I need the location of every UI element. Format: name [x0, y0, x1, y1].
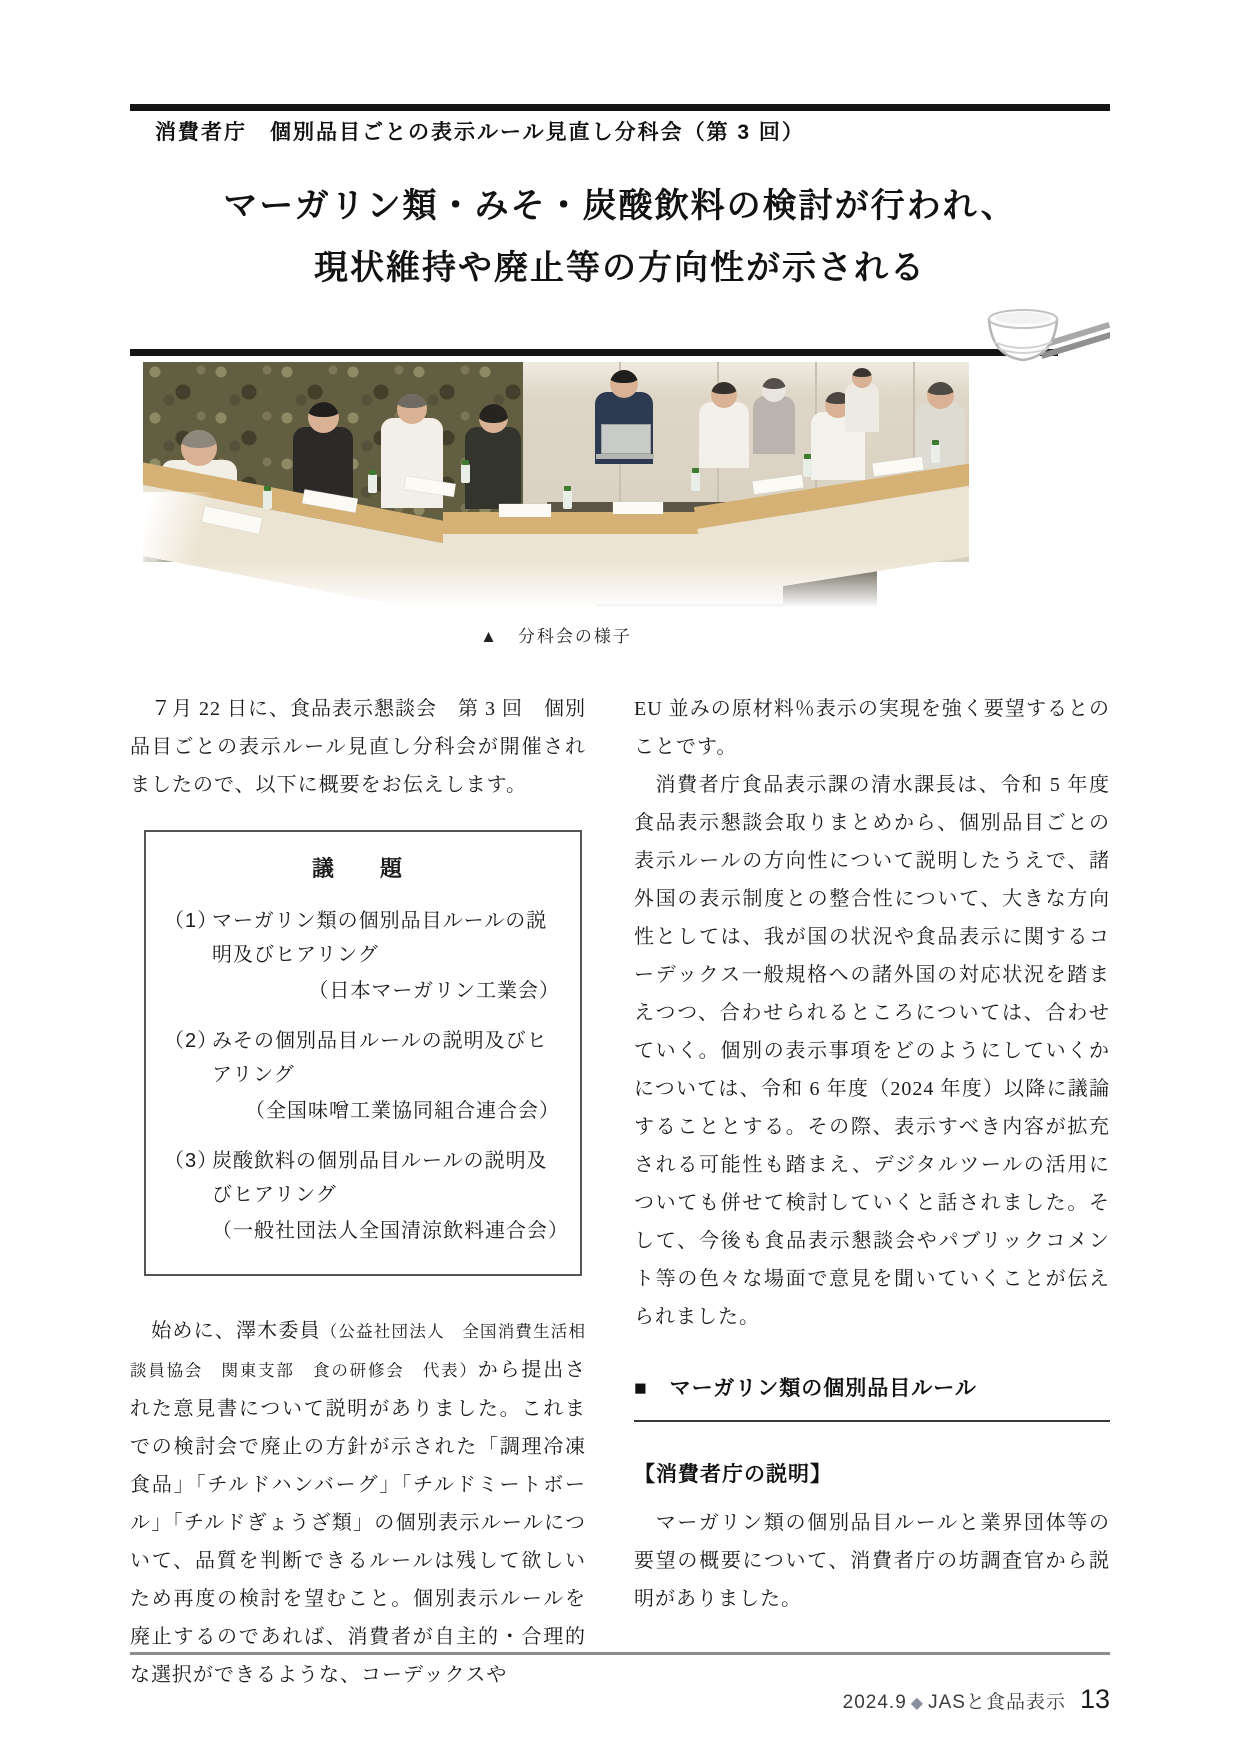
- agenda-box: [144, 830, 582, 1276]
- footer-rule: [130, 1652, 1110, 1655]
- paragraph-caa-explanation: マーガリン類の個別品目ルールと業界団体等の要望の概要について、消費者庁の坊調査官から説明がありました。: [634, 1512, 1110, 1610]
- meeting-photo: [143, 362, 969, 612]
- article-title-line1: マーガリン類・みそ・炭酸飲料の検討が行われ、: [223, 187, 1017, 225]
- photo-bottom-fade: [143, 560, 969, 612]
- agenda-item-number: （2）: [164, 1030, 219, 1052]
- agenda-item-2: [160, 1024, 566, 1128]
- agenda-item-org: （全国味噌工業協同組合連合会）: [245, 1100, 560, 1122]
- page-number: 13: [1079, 1684, 1110, 1714]
- paper: [499, 504, 551, 517]
- paragraph-shimizu: 消費者庁食品表示課の清水課長は、令和 5 年度食品表示懇談会取りまとめから、個別品目ごとの表示ルールの方向性について説明したうえで、諸外国の表示制度との整合性について、大きな方向性としては、我が国の状況や食品表示に関するコーデックス一般規格への諸外国の対応状況を踏まえつつ、合わせられるところについては、合わせていく。個別の表示事項をどのようにしていくかについては、令和 6 年度（2024 年度）以降に議論することとする。その際、表示すべき内容が拡充される可能性も踏まえ、デジタルツールの活用についても併せて検討していくと話されました。そして、今後も食品表示懇談会やパブリックコメント等の色々な場面で意見を聞いていくことが伝えられました。: [634, 774, 1110, 1328]
- agenda-item-1: [160, 904, 566, 1008]
- water-bottle: [563, 490, 572, 509]
- agenda-item-number: （1）: [164, 910, 219, 932]
- photo-person: [753, 378, 795, 454]
- agenda-box-title: 議 題: [311, 856, 414, 881]
- water-bottle: [461, 464, 470, 483]
- agenda-item-text: みその個別品目ルールの説明及びヒアリング: [212, 1030, 548, 1086]
- water-bottle: [931, 444, 940, 463]
- paragraph-opinion-rest: から提出された意見書について説明がありました。これまでの検討会で廃止の方針が示された「調理冷凍食品」「チルドハンバーグ」「チルドミートボール」「チルドぎょうざ類」の個別表示ルールについて、品質を判断できるルールは残して欲しいため再度の検討を望むこと。個別表示ルールを廃止するのであれば、消費者が自主的・合理的な選択ができるような、コーデックスや: [130, 1359, 587, 1686]
- paragraph-intro: ７月 22 日に、食品表示懇談会 第 3 回 個別品目ごとの表示ルール見直し分科会が開催されましたので、以下に概要をお伝えします。: [130, 698, 586, 796]
- photo-person: [915, 382, 965, 469]
- title-rule: [130, 349, 1058, 356]
- article-title-line2: 現状維持や廃止等の方向性が示される: [314, 249, 926, 287]
- right-column: [634, 690, 1110, 1618]
- water-bottle: [368, 474, 377, 493]
- rice-bowl-chopsticks-icon: [975, 296, 1110, 370]
- paragraph-opinion-affiliation: （公益社団法人 全国消費生活相談員協会 関東支部 食の研修会 代表）: [130, 1322, 587, 1380]
- kicker-text: 消費者庁 個別品目ごとの表示ルール見直し分科会（第 3 回）: [155, 121, 805, 144]
- agenda-item-3: [160, 1144, 569, 1248]
- water-bottle: [803, 458, 812, 477]
- paragraph-continuation: EU 並みの原材料％表示の実現を強く要望するとのことです。: [634, 698, 1110, 758]
- footer: [130, 1684, 1110, 1715]
- photo-person: [465, 404, 521, 509]
- section-heading-margarine: ■ マーガリン類の個別品目ルール: [634, 1370, 1110, 1422]
- agenda-item-text: 炭酸飲料の個別品目ルールの説明及びヒアリング: [212, 1150, 548, 1206]
- water-bottle: [263, 490, 272, 509]
- footer-issue: 2024.9: [842, 1692, 907, 1713]
- agenda-item-org: （一般社団法人全国清涼飲料連合会）: [212, 1220, 569, 1242]
- water-bottle: [691, 472, 700, 491]
- photo-person: [845, 368, 879, 432]
- agenda-item-number: （3）: [164, 1150, 219, 1172]
- agenda-item-text: マーガリン類の個別品目ルールの説明及びヒアリング: [212, 910, 548, 966]
- photo-left-fade: [143, 492, 213, 612]
- left-column: [130, 690, 586, 1694]
- photo-person: [699, 382, 749, 468]
- laptop: [601, 424, 654, 459]
- footer-journal-name: JASと食品表示: [928, 1692, 1066, 1713]
- agenda-item-org: （日本マーガリン工業会）: [308, 980, 560, 1002]
- photo-caption: ▲ 分科会の様子: [480, 627, 632, 646]
- diamond-icon: ◆: [910, 1695, 925, 1712]
- subheading-caa-explanation: 【消費者庁の説明】: [634, 1463, 832, 1486]
- paper: [613, 502, 663, 514]
- paragraph-opinion: [130, 1312, 586, 1694]
- paragraph-opinion-lead: 始めに、澤木委員: [130, 1320, 321, 1342]
- top-rule: [130, 104, 1110, 111]
